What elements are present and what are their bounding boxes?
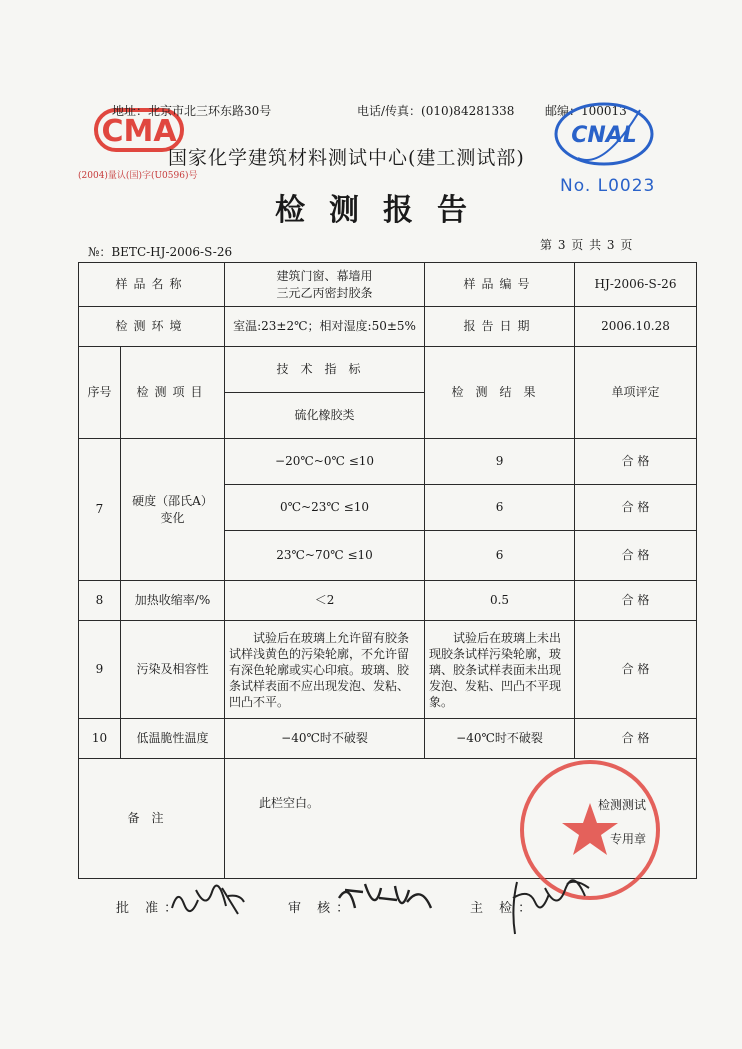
seal-text-top: 检测测试 <box>598 798 647 812</box>
reviewer-signature <box>335 878 435 920</box>
report-title: 检测报告 <box>275 193 491 228</box>
table-row <box>79 621 697 719</box>
sample-name-line: 建筑门窗、幕墙用 <box>276 268 373 283</box>
row-result: 0.5 <box>425 581 575 621</box>
sample-no-value: HJ-2006-S-26 <box>575 263 697 307</box>
postal-code-text: 邮编：100013 <box>545 104 627 118</box>
row-spec: 0℃~23℃ ≤10 <box>225 485 425 531</box>
row-spec: −20℃~0℃ ≤10 <box>225 439 425 485</box>
env-value: 室温:23±2℃；相对湿度:50±5% <box>225 307 425 347</box>
row-seq: 8 <box>79 581 121 621</box>
seal-text-bottom: 专用章 <box>610 832 647 846</box>
row-item: 加热收缩率/% <box>121 581 225 621</box>
remark-label: 备注 <box>79 759 225 879</box>
table-row <box>79 347 697 393</box>
inspector-label: 主 检： <box>470 901 538 916</box>
approve-label: 批 准： <box>116 901 184 916</box>
row-result: −40℃时不破裂 <box>425 719 575 759</box>
table-row <box>79 719 697 759</box>
row-item-line: 硬度（邵氏A） <box>132 493 213 508</box>
row-spec: −40℃时不破裂 <box>225 719 425 759</box>
row-seq: 7 <box>79 439 121 581</box>
row-eval: 合 格 <box>575 485 697 531</box>
approver-signature <box>168 880 248 920</box>
table-row <box>79 307 697 347</box>
col-item-header: 检测项目 <box>121 347 225 439</box>
table-row <box>79 439 697 485</box>
sample-name-cell <box>225 263 425 307</box>
remark-value: 此栏空白。 <box>225 759 697 879</box>
col-tech-header: 技术指标 <box>225 347 425 393</box>
col-result-header: 检测结果 <box>425 347 575 439</box>
row-item: 低温脆性温度 <box>121 719 225 759</box>
col-eval-header: 单项评定 <box>575 347 697 439</box>
inspector-signature <box>505 868 595 940</box>
date-value: 2006.10.28 <box>575 307 697 347</box>
row-eval: 合 格 <box>575 581 697 621</box>
cnal-number: No. L0023 <box>560 176 656 196</box>
row-result: 9 <box>425 439 575 485</box>
row-item: 污染及相容性 <box>121 621 225 719</box>
row-seq: 9 <box>79 621 121 719</box>
page-info: 第 3 页 共 3 页 <box>540 238 634 252</box>
row-eval: 合 格 <box>575 439 697 485</box>
row-result: 试验后在玻璃上未出现胶条试样污染轮廓，玻璃、胶条试样表面未出现发泡、发粘、凹凸不平现象。 <box>425 621 575 719</box>
row-eval: 合 格 <box>575 531 697 581</box>
center-name: 国家化学建筑材料测试中心(建工测试部) <box>168 147 525 169</box>
report-number: №：BETC-HJ-2006-S-26 <box>88 245 233 259</box>
phone-text: 电话/传真：(010)84281338 <box>357 104 515 118</box>
col-tech-sub-header: 硫化橡胶类 <box>225 393 425 439</box>
sample-name-label: 样品名称 <box>79 263 225 307</box>
env-label: 检测环境 <box>79 307 225 347</box>
row-spec: ＜2 <box>225 581 425 621</box>
table-row <box>79 263 697 307</box>
row-item <box>121 439 225 581</box>
row-spec: 23℃~70℃ ≤10 <box>225 531 425 581</box>
table-row <box>79 581 697 621</box>
row-eval: 合 格 <box>575 719 697 759</box>
svg-text:CMA: CMA <box>101 114 177 149</box>
row-eval: 合 格 <box>575 621 697 719</box>
sample-name-line: 三元乙丙密封胶条 <box>276 285 373 300</box>
cnal-accreditation-logo <box>548 96 660 176</box>
row-item-line: 变化 <box>160 510 185 525</box>
review-label: 审 核： <box>288 901 356 916</box>
address-text: 地址：北京市北三环东路30号 <box>112 104 272 118</box>
row-result: 6 <box>425 531 575 581</box>
date-label: 报告日期 <box>425 307 575 347</box>
sample-no-label: 样品编号 <box>425 263 575 307</box>
row-spec: 试验后在玻璃上允许留有胶条试样浅黄色的污染轮廓，不允许留有深色轮廓或实心印痕。玻璃、胶条试样表面不应出现发泡、发粘、凹凸不平。 <box>225 621 425 719</box>
certification-number: (2004)量认(国)字(U0596)号 <box>78 171 198 181</box>
row-result: 6 <box>425 485 575 531</box>
col-seq-header: 序号 <box>79 347 121 439</box>
row-seq: 10 <box>79 719 121 759</box>
svg-text:CNAL: CNAL <box>571 123 637 148</box>
